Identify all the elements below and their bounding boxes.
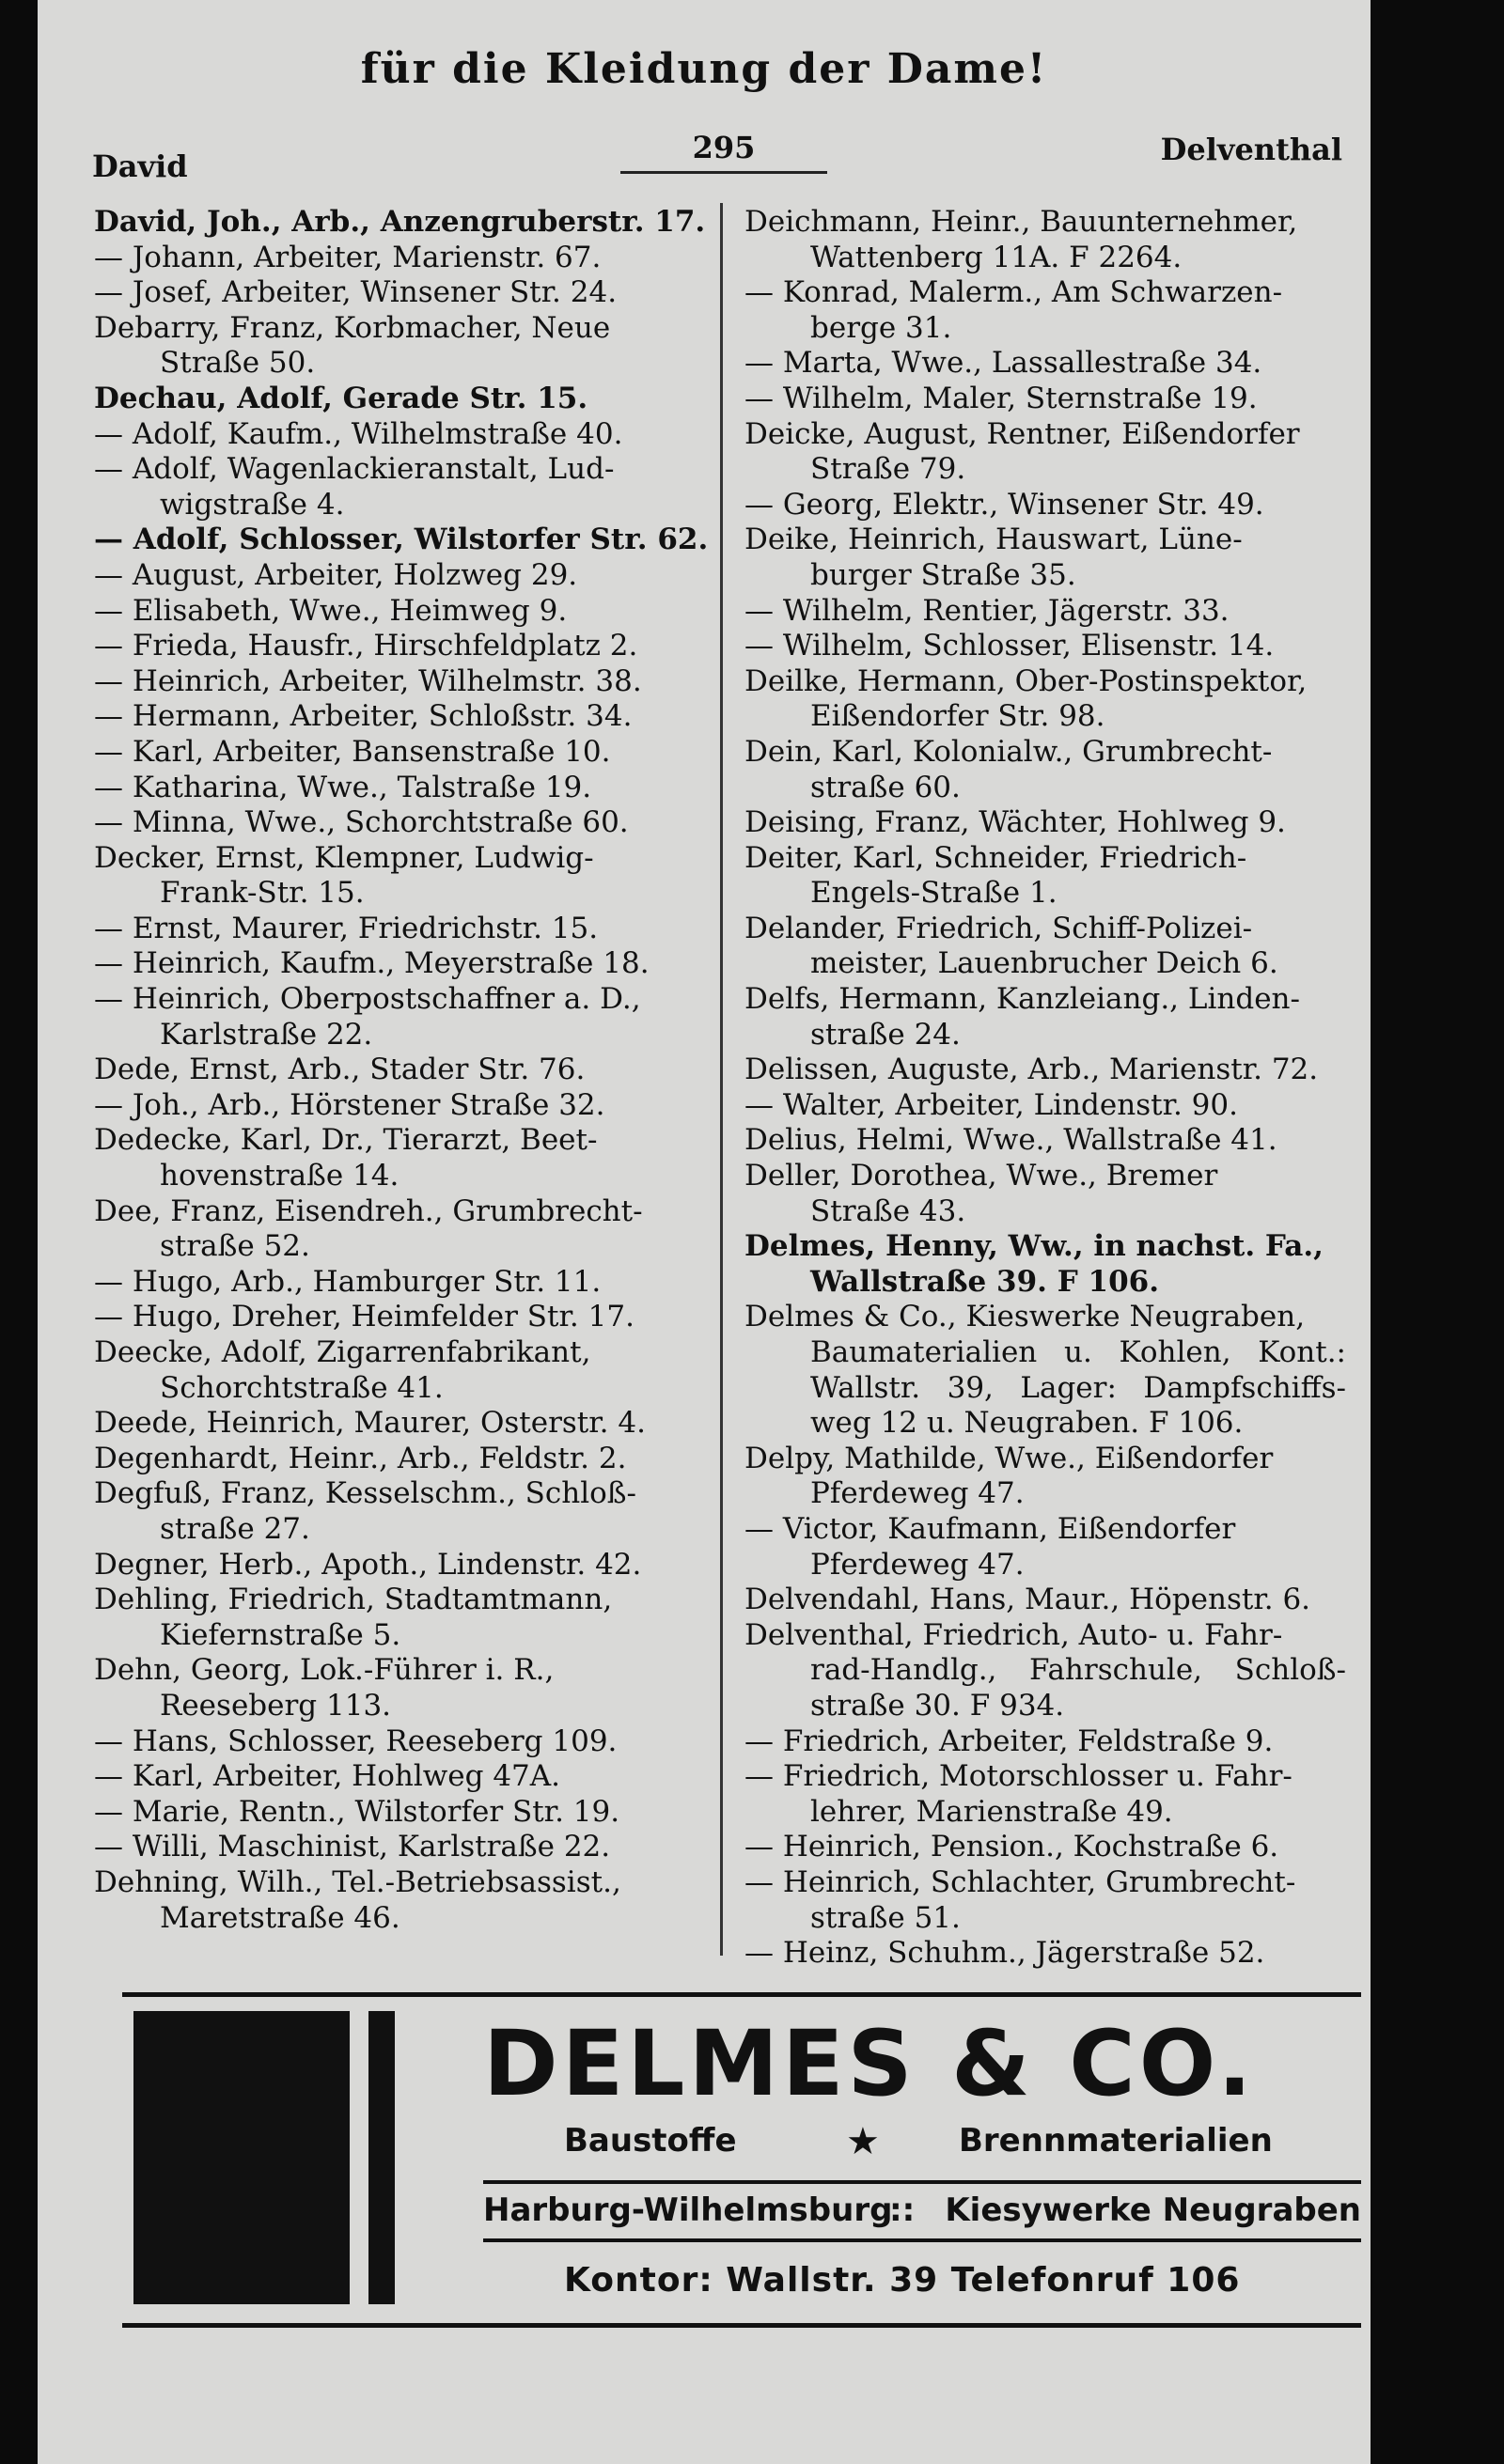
entry-continuation: hovenstraße 14. — [160, 1159, 400, 1193]
directory-entry — [94, 382, 714, 417]
entry-continuation: Schorchtstraße 41. — [160, 1370, 444, 1405]
directory-entry — [744, 1300, 1346, 1441]
directory-entry — [94, 417, 714, 453]
entry-line: Decker, Ernst, Klempner, Ludwig- — [94, 840, 594, 875]
directory-entry — [744, 1830, 1346, 1865]
ad-rule-upper — [483, 2180, 1361, 2184]
directory-entry — [94, 1548, 714, 1583]
directory-entry — [744, 912, 1346, 982]
directory-entry — [94, 1088, 714, 1124]
entry-line: — Wilhelm, Rentier, Jägerstr. 33. — [744, 593, 1230, 628]
directory-entry — [744, 346, 1346, 382]
entry-continuation: Straße 79. — [810, 452, 966, 487]
directory-entry — [94, 1476, 714, 1547]
entry-continuation: straße 52. — [160, 1229, 310, 1264]
directory-entry — [94, 805, 714, 841]
entry-line: — Heinrich, Arbeiter, Wilhelmstr. 38. — [94, 663, 642, 698]
entry-line: — Marta, Wwe., Lassallestraße 34. — [744, 346, 1262, 381]
entry-line: — Walter, Arbeiter, Lindenstr. 90. — [744, 1087, 1238, 1122]
entry-line: — Victor, Kaufmann, Eißendorfer — [744, 1511, 1236, 1546]
entry-line: — Heinrich, Kaufm., Meyerstraße 18. — [94, 946, 650, 981]
right-running-head: Delventhal — [1160, 132, 1342, 167]
entry-line: Delissen, Auguste, Arb., Marienstr. 72. — [744, 1053, 1319, 1087]
ad-top-rule — [122, 1992, 1361, 1997]
directory-entry — [94, 1653, 714, 1723]
entry-line: — Heinrich, Schlachter, Grumbrecht- — [744, 1864, 1296, 1899]
entry-continuation: Engels-Straße 1. — [810, 876, 1058, 911]
entry-line: Deede, Heinrich, Maurer, Osterstr. 4. — [94, 1406, 646, 1441]
directory-entry — [94, 594, 714, 630]
ad-logo-block — [133, 2011, 350, 2304]
directory-entry — [744, 841, 1346, 912]
entry-line: Dedecke, Karl, Dr., Tierarzt, Beet- — [94, 1123, 598, 1158]
left-running-head: David — [92, 148, 188, 184]
entry-line: Debarry, Franz, Korbmacher, Neue — [94, 310, 611, 345]
entry-line: Delfs, Hermann, Kanzleiang., Linden- — [744, 982, 1300, 1017]
entry-line: — Elisabeth, Wwe., Heimweg 9. — [94, 593, 568, 628]
entry-line: Dede, Ernst, Arb., Stader Str. 76. — [94, 1053, 586, 1087]
entry-continuation: Kiefernstraße 5. — [160, 1617, 401, 1652]
directory-entry — [94, 1724, 714, 1760]
page-number: 295 — [692, 130, 756, 165]
directory-entry — [94, 1583, 714, 1653]
entry-continuation: Wallstraße 39. F 106. — [810, 1264, 1160, 1299]
entry-line: — Heinrich, Oberpostschaffner a. D., — [94, 982, 641, 1017]
directory-entry — [744, 1583, 1346, 1618]
directory-page — [38, 0, 1371, 2464]
directory-entry — [94, 241, 714, 276]
directory-entry — [94, 1265, 714, 1301]
entry-line: — Joh., Arb., Hörstener Straße 32. — [94, 1087, 605, 1122]
directory-entry — [744, 1724, 1346, 1760]
running-head — [38, 130, 1371, 186]
entry-line: Dein, Karl, Kolonialw., Grumbrecht- — [744, 734, 1273, 769]
entry-line: — Karl, Arbeiter, Hohlweg 47A. — [94, 1759, 561, 1794]
entry-line: — Wilhelm, Maler, Sternstraße 19. — [744, 381, 1258, 415]
entry-line: — Hans, Schlosser, Reeseberg 109. — [94, 1723, 618, 1758]
entry-line: — Konrad, Malerm., Am Schwarzen- — [744, 275, 1283, 310]
entry-line: Deecke, Adolf, Zigarrenfabrikant, — [94, 1335, 591, 1369]
directory-entry — [94, 558, 714, 594]
entry-line: — Friedrich, Arbeiter, Feldstraße 9. — [744, 1723, 1274, 1758]
entry-line: Deilke, Hermann, Ober-Postinspektor, — [744, 663, 1308, 698]
entry-continuation: meister, Lauenbrucher Deich 6. — [810, 946, 1278, 981]
directory-entry — [744, 805, 1346, 841]
left-column — [94, 205, 714, 1936]
directory-entry — [744, 1936, 1346, 1972]
entry-continuation: Straße 50. — [160, 346, 316, 381]
directory-entry — [744, 1759, 1346, 1830]
entry-line: Deising, Franz, Wächter, Hohlweg 9. — [744, 805, 1286, 840]
directory-entry — [94, 522, 714, 558]
ad-contact: Kontor: Wallstr. 39 Telefonruf 106 — [564, 2261, 1241, 2300]
entry-line: Delmes & Co., Kieswerke Neugraben, — [744, 1300, 1306, 1334]
entry-line: — Heinz, Schuhm., Jägerstraße 52. — [744, 1936, 1265, 1971]
directory-entry — [94, 1830, 714, 1865]
ad-product-left: Baustoffe — [564, 2122, 737, 2160]
directory-entry — [94, 771, 714, 806]
column-divider — [720, 203, 723, 1956]
directory-entry — [744, 1088, 1346, 1124]
entry-continuation: straße 27. — [160, 1511, 310, 1546]
directory-entry — [744, 417, 1346, 488]
directory-entry — [94, 982, 714, 1053]
entry-line: — Hugo, Arb., Hamburger Str. 11. — [94, 1264, 602, 1299]
entry-continuation: lehrer, Marienstraße 49. — [810, 1794, 1173, 1829]
directory-entry — [744, 1442, 1346, 1512]
entry-line: — Georg, Elektr., Winsener Str. 49. — [744, 487, 1264, 522]
entry-line: Delventhal, Friedrich, Auto- u. Fahr- — [744, 1617, 1283, 1652]
directory-entry — [94, 275, 714, 311]
directory-entry — [744, 1512, 1346, 1583]
directory-entry — [744, 629, 1346, 664]
entry-line: Delius, Helmi, Wwe., Wallstraße 41. — [744, 1123, 1277, 1158]
entry-line: Degner, Herb., Apoth., Lindenstr. 42. — [94, 1547, 642, 1582]
directory-entry — [94, 1300, 714, 1335]
entry-line: Dechau, Adolf, Gerade Str. 15. — [94, 381, 588, 415]
entry-line: Degfuß, Franz, Kesselschm., Schloß- — [94, 1476, 636, 1511]
entry-line: — Adolf, Schlosser, Wilstorfer Str. 62. — [94, 522, 709, 557]
directory-entry — [744, 522, 1346, 593]
directory-entry — [94, 629, 714, 664]
ad-place-left: Harburg-Wilhelmsburg — [483, 2191, 893, 2229]
entry-continuation: Frank-Str. 15. — [160, 876, 365, 911]
entry-line: David, Joh., Arb., Anzengruberstr. 17. — [94, 205, 706, 239]
directory-entry — [94, 841, 714, 912]
entry-line: — Adolf, Wagenlackieranstalt, Lud- — [94, 452, 615, 487]
directory-entry — [744, 1053, 1346, 1088]
directory-entry — [94, 1795, 714, 1831]
star-icon: ★ — [846, 2120, 880, 2163]
entry-continuation: Pferdeweg 47. — [810, 1476, 1025, 1511]
directory-entry — [94, 452, 714, 522]
directory-entry — [94, 664, 714, 700]
entry-line: Delpy, Mathilde, Wwe., Eißendorfer — [744, 1441, 1274, 1475]
entry-continuation: berge 31. — [810, 310, 952, 345]
entry-line: — Minna, Wwe., Schorchtstraße 60. — [94, 805, 629, 840]
entry-line: Dehning, Wilh., Tel.-Betriebsassist., — [94, 1864, 621, 1899]
directory-entry — [94, 1335, 714, 1406]
ad-company-name: DELMES & CO. — [483, 2011, 1256, 2116]
ad-place-separator: :: — [889, 2191, 916, 2229]
entry-line: Dee, Franz, Eisendreh., Grumbrecht- — [94, 1193, 643, 1228]
entry-continuation: Straße 43. — [810, 1193, 966, 1228]
directory-entry — [744, 735, 1346, 805]
directory-entry — [94, 1442, 714, 1477]
entry-continuation: straße 60. — [810, 770, 961, 804]
directory-entry — [94, 1123, 714, 1193]
directory-entry — [94, 699, 714, 735]
entry-line: Dehling, Friedrich, Stadtamtmann, — [94, 1583, 613, 1617]
banner-slogan: für die Kleidung der Dame! — [360, 45, 1048, 93]
entry-line: Deiter, Karl, Schneider, Friedrich- — [744, 840, 1247, 875]
entry-line: — Willi, Maschinist, Karlstraße 22. — [94, 1830, 611, 1864]
entry-line: — Frieda, Hausfr., Hirschfeldplatz 2. — [94, 629, 638, 663]
advertisement — [122, 1992, 1361, 2331]
entry-continuation: rad-Handlg., Fahrschule, Schloß-straße 30. F 934. — [810, 1653, 1346, 1723]
entry-continuation: Pferdeweg 47. — [810, 1547, 1025, 1582]
directory-entry — [744, 488, 1346, 523]
directory-entry — [94, 1759, 714, 1795]
entry-continuation: Maretstraße 46. — [160, 1900, 400, 1935]
directory-entry — [744, 275, 1346, 346]
entry-line: — Marie, Rentn., Wilstorfer Str. 19. — [94, 1794, 620, 1829]
ad-bottom-rule — [122, 2323, 1361, 2328]
entry-continuation: wigstraße 4. — [160, 487, 345, 522]
directory-entry — [94, 1865, 714, 1936]
directory-entry — [94, 912, 714, 947]
entry-line: Delmes, Henny, Ww., in nachst. Fa., — [744, 1229, 1324, 1264]
entry-line: — Hugo, Dreher, Heimfelder Str. 17. — [94, 1300, 634, 1334]
entry-continuation: straße 24. — [810, 1017, 961, 1052]
entry-line: Delvendahl, Hans, Maur., Höpenstr. 6. — [744, 1583, 1311, 1617]
directory-entry — [94, 1406, 714, 1442]
directory-entry — [744, 382, 1346, 417]
directory-entry — [744, 1865, 1346, 1936]
entry-continuation: burger Straße 35. — [810, 557, 1076, 592]
entry-continuation: straße 51. — [810, 1900, 961, 1935]
entry-continuation: Wattenberg 11A. F 2264. — [810, 240, 1183, 274]
entry-continuation: Karlstraße 22. — [160, 1017, 373, 1052]
directory-entry — [744, 664, 1346, 735]
entry-continuation: Baumaterialien u. Kohlen, Kont.: Wallstr. 39, Lager: Dampfschiffs-weg 12 u. Neugraben. F 106. — [810, 1335, 1346, 1441]
directory-entry — [94, 1053, 714, 1088]
right-column — [744, 205, 1346, 1972]
directory-entry — [94, 1194, 714, 1265]
directory-entry — [94, 735, 714, 771]
entry-line: Deike, Heinrich, Hauswart, Lüne- — [744, 522, 1243, 557]
directory-entry — [744, 205, 1346, 275]
entry-line: — Heinrich, Pension., Kochstraße 6. — [744, 1830, 1279, 1864]
directory-entry — [744, 1618, 1346, 1724]
entry-line: — Johann, Arbeiter, Marienstr. 67. — [94, 240, 602, 274]
directory-entry — [744, 1159, 1346, 1229]
page-number-rule — [620, 171, 827, 174]
directory-entry — [744, 1123, 1346, 1159]
entry-line: — Adolf, Kaufm., Wilhelmstraße 40. — [94, 416, 623, 451]
entry-line: — August, Arbeiter, Holzweg 29. — [94, 557, 578, 592]
entry-line: Deller, Dorothea, Wwe., Bremer — [744, 1159, 1218, 1193]
entry-line: — Hermann, Arbeiter, Schloßstr. 34. — [94, 699, 633, 734]
directory-entry — [94, 311, 714, 382]
entry-continuation: Reeseberg 113. — [160, 1688, 392, 1723]
directory-entry — [94, 205, 714, 241]
directory-entry — [744, 1229, 1346, 1300]
entry-line: Deichmann, Heinr., Bauunternehmer, — [744, 205, 1298, 239]
entry-line: — Wilhelm, Schlosser, Elisenstr. 14. — [744, 629, 1275, 663]
directory-entry — [744, 594, 1346, 630]
entry-continuation: Eißendorfer Str. 98. — [810, 699, 1105, 734]
entry-line: — Josef, Arbeiter, Winsener Str. 24. — [94, 275, 618, 310]
directory-entry — [94, 946, 714, 982]
ad-rule-lower — [483, 2238, 1361, 2242]
entry-line: Dehn, Georg, Lok.-Führer i. R., — [94, 1653, 555, 1688]
entry-line: — Katharina, Wwe., Talstraße 19. — [94, 770, 592, 804]
entry-line: — Friedrich, Motorschlosser u. Fahr- — [744, 1759, 1292, 1794]
entry-line: Degenhardt, Heinr., Arb., Feldstr. 2. — [94, 1441, 627, 1475]
entry-line: — Ernst, Maurer, Friedrichstr. 15. — [94, 911, 599, 945]
ad-place-right: Kiesywerke Neugraben — [945, 2191, 1361, 2229]
ad-product-right: Brennmaterialien — [959, 2122, 1273, 2160]
directory-entry — [744, 982, 1346, 1053]
entry-line: Delander, Friedrich, Schiff-Polizei- — [744, 911, 1253, 945]
ad-logo-bar — [368, 2011, 395, 2304]
entry-line: — Karl, Arbeiter, Bansenstraße 10. — [94, 734, 611, 769]
entry-line: Deicke, August, Rentner, Eißendorfer — [744, 416, 1300, 451]
